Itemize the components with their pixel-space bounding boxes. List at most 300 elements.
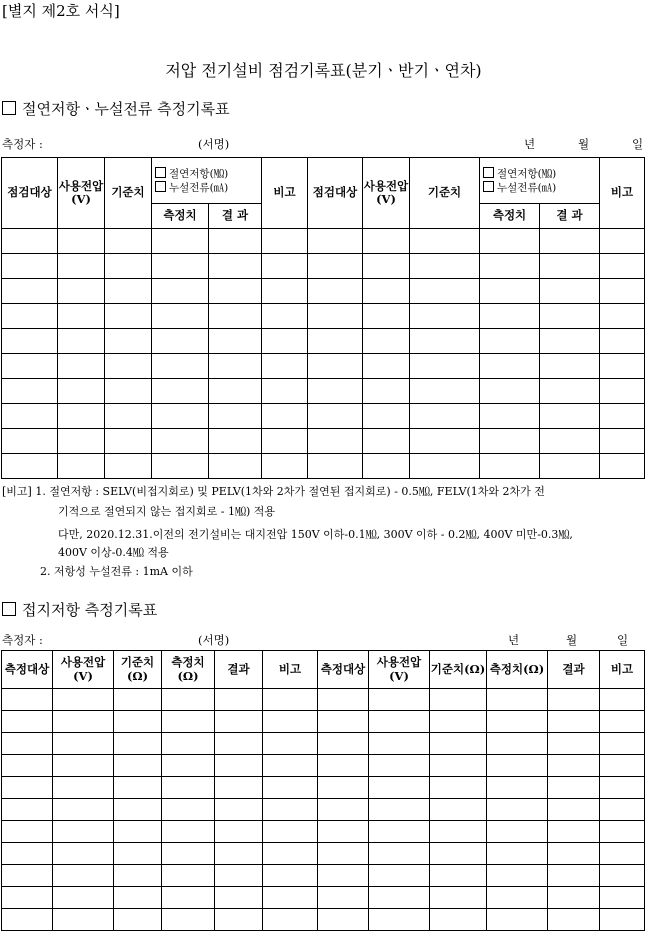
ground-entry-cell[interactable] — [600, 777, 645, 799]
insulation-entry-cell[interactable] — [410, 279, 480, 304]
ground-entry-cell[interactable] — [318, 755, 369, 777]
insulation-entry-cell[interactable] — [262, 304, 308, 329]
insulation-entry-cell[interactable] — [480, 454, 540, 479]
insulation-entry-cell[interactable] — [308, 454, 363, 479]
ground-entry-cell[interactable] — [600, 733, 645, 755]
g-header-result: 결과 — [215, 651, 263, 689]
insulation-entry-cell[interactable] — [58, 229, 105, 254]
ground-entry-cell[interactable] — [215, 711, 263, 733]
insulation-entry-cell[interactable] — [2, 379, 58, 404]
ground-entry-cell[interactable] — [162, 887, 215, 909]
ground-entry-cell[interactable] — [2, 821, 53, 843]
insulation-entry-cell[interactable] — [105, 354, 152, 379]
ground-entry-cell[interactable] — [430, 821, 487, 843]
insulation-entry-cell[interactable] — [363, 329, 410, 354]
option-insulation-right[interactable]: 절연저항(㏁) — [480, 167, 599, 180]
ground-entry-cell[interactable] — [600, 909, 645, 931]
insulation-entry-cell[interactable] — [410, 404, 480, 429]
ground-entry-cell[interactable] — [548, 733, 600, 755]
insulation-entry-cell[interactable] — [480, 429, 540, 454]
ground-entry-cell[interactable] — [548, 843, 600, 865]
insulation-entry-cell[interactable] — [2, 354, 58, 379]
ground-entry-row — [2, 865, 645, 887]
ground-entry-cell[interactable] — [600, 755, 645, 777]
insulation-entry-cell[interactable] — [262, 454, 308, 479]
insulation-entry-cell[interactable] — [2, 329, 58, 354]
insulation-entry-cell[interactable] — [480, 404, 540, 429]
ground-entry-cell[interactable] — [369, 755, 430, 777]
insulation-entry-cell[interactable] — [410, 354, 480, 379]
ground-entry-cell[interactable] — [263, 755, 318, 777]
insulation-entry-cell[interactable] — [308, 229, 363, 254]
ground-entry-cell[interactable] — [600, 887, 645, 909]
insulation-entry-cell[interactable] — [262, 404, 308, 429]
insulation-entry-cell[interactable] — [540, 454, 600, 479]
option-leakage[interactable]: 누설전류(㎃) — [152, 181, 261, 194]
header-remarks: 비고 — [262, 158, 308, 229]
ground-entry-cell[interactable] — [215, 887, 263, 909]
insulation-entry-cell[interactable] — [105, 304, 152, 329]
ground-entry-cell[interactable] — [215, 865, 263, 887]
ground-entry-cell[interactable] — [53, 843, 114, 865]
g-header-voltage: 사용전압(V) — [53, 651, 114, 689]
ground-entry-cell[interactable] — [114, 799, 162, 821]
ground-entry-cell[interactable] — [318, 777, 369, 799]
insulation-entry-row — [2, 429, 645, 454]
ground-entry-cell[interactable] — [263, 711, 318, 733]
insulation-entry-cell[interactable] — [209, 404, 262, 429]
insulation-entry-cell[interactable] — [540, 229, 600, 254]
ground-entry-cell[interactable] — [162, 821, 215, 843]
insulation-entry-cell[interactable] — [540, 379, 600, 404]
ground-entry-cell[interactable] — [318, 843, 369, 865]
insulation-entry-cell[interactable] — [600, 354, 645, 379]
checkbox-square-icon — [2, 602, 16, 616]
insulation-entry-cell[interactable] — [480, 279, 540, 304]
ground-entry-cell[interactable] — [114, 865, 162, 887]
ground-entry-row — [2, 777, 645, 799]
insulation-entry-cell[interactable] — [105, 379, 152, 404]
ground-record-table — [1, 650, 645, 931]
notes-line-3: 다만, 2020.12.31.이전의 전기설비는 대지전압 150V 이하-0.1㏁, 300V 이하 - 0.2㏁, 400V 미만-0.3㏁, — [58, 528, 573, 541]
ground-entry-cell[interactable] — [162, 711, 215, 733]
g-header-remarks-right: 비고 — [600, 651, 645, 689]
ground-entry-cell[interactable] — [487, 733, 548, 755]
ground-entry-cell[interactable] — [430, 755, 487, 777]
ground-entry-cell[interactable] — [430, 887, 487, 909]
checkbox-icon — [483, 167, 494, 178]
ground-entry-cell[interactable] — [162, 777, 215, 799]
option-leakage-right[interactable]: 누설전류(㎃) — [480, 181, 599, 194]
ground-entry-cell[interactable] — [600, 865, 645, 887]
insulation-entry-row — [2, 229, 645, 254]
insulation-entry-cell[interactable] — [410, 229, 480, 254]
insulation-entry-cell[interactable] — [58, 279, 105, 304]
header-target: 점검대상 — [2, 158, 58, 229]
ground-entry-cell[interactable] — [215, 909, 263, 931]
insulation-entry-cell[interactable] — [152, 304, 209, 329]
insulation-entry-cell[interactable] — [209, 379, 262, 404]
year-label-2: 년 — [508, 633, 520, 647]
insulation-entry-cell[interactable] — [540, 279, 600, 304]
ground-entry-cell[interactable] — [114, 711, 162, 733]
insulation-entry-cell[interactable] — [262, 429, 308, 454]
insulation-entry-cell[interactable] — [540, 254, 600, 279]
ground-entry-cell[interactable] — [2, 843, 53, 865]
signature-label: (서명) — [198, 137, 230, 151]
ground-entry-cell[interactable] — [548, 755, 600, 777]
insulation-entry-cell[interactable] — [2, 429, 58, 454]
insulation-entry-cell[interactable] — [540, 304, 600, 329]
insulation-entry-cell[interactable] — [308, 329, 363, 354]
insulation-entry-cell[interactable] — [410, 429, 480, 454]
ground-entry-cell[interactable] — [2, 887, 53, 909]
insulation-entry-cell[interactable] — [600, 254, 645, 279]
ground-entry-cell[interactable] — [487, 755, 548, 777]
ground-entry-cell[interactable] — [487, 909, 548, 931]
ground-entry-cell[interactable] — [2, 689, 53, 711]
insulation-entry-cell[interactable] — [600, 229, 645, 254]
ground-entry-cell[interactable] — [263, 799, 318, 821]
insulation-entry-cell[interactable] — [2, 254, 58, 279]
ground-entry-cell[interactable] — [215, 755, 263, 777]
ground-entry-cell[interactable] — [369, 821, 430, 843]
ground-entry-cell[interactable] — [430, 843, 487, 865]
insulation-entry-cell[interactable] — [480, 354, 540, 379]
insulation-entry-cell[interactable] — [58, 404, 105, 429]
insulation-entry-cell[interactable] — [209, 454, 262, 479]
ground-entry-cell[interactable] — [548, 689, 600, 711]
ground-entry-cell[interactable] — [263, 777, 318, 799]
ground-entry-cell[interactable] — [318, 733, 369, 755]
insulation-entry-cell[interactable] — [363, 454, 410, 479]
ground-entry-cell[interactable] — [369, 887, 430, 909]
ground-entry-cell[interactable] — [369, 777, 430, 799]
insulation-entry-cell[interactable] — [105, 329, 152, 354]
signature-label-2: (서명) — [198, 633, 230, 647]
ground-entry-cell[interactable] — [53, 887, 114, 909]
insulation-entry-cell[interactable] — [410, 254, 480, 279]
insulation-entry-cell[interactable] — [600, 404, 645, 429]
insulation-entry-cell[interactable] — [480, 254, 540, 279]
insulation-entry-cell[interactable] — [308, 304, 363, 329]
checkbox-icon — [155, 181, 166, 192]
ground-entry-cell[interactable] — [53, 821, 114, 843]
insulation-entry-cell[interactable] — [308, 279, 363, 304]
insulation-entry-cell[interactable] — [209, 279, 262, 304]
ground-entry-cell[interactable] — [487, 799, 548, 821]
ground-entry-cell[interactable] — [369, 689, 430, 711]
ground-entry-cell[interactable] — [215, 777, 263, 799]
ground-entry-cell[interactable] — [2, 865, 53, 887]
insulation-entry-cell[interactable] — [105, 454, 152, 479]
insulation-entry-cell[interactable] — [600, 304, 645, 329]
insulation-entry-cell[interactable] — [262, 254, 308, 279]
insulation-entry-cell[interactable] — [363, 404, 410, 429]
insulation-entry-row — [2, 279, 645, 304]
ground-entry-cell[interactable] — [53, 689, 114, 711]
insulation-entry-cell[interactable] — [363, 279, 410, 304]
ground-entry-cell[interactable] — [215, 821, 263, 843]
insulation-entry-row — [2, 304, 645, 329]
insulation-entry-cell[interactable] — [410, 329, 480, 354]
ground-entry-cell[interactable] — [548, 909, 600, 931]
insulation-entry-cell[interactable] — [209, 354, 262, 379]
ground-entry-cell[interactable] — [162, 865, 215, 887]
g-header-target: 측정대상 — [2, 651, 53, 689]
ground-entry-cell[interactable] — [318, 711, 369, 733]
insulation-entry-cell[interactable] — [2, 279, 58, 304]
ground-entry-cell[interactable] — [2, 711, 53, 733]
month-label-2: 월 — [566, 633, 578, 647]
ground-entry-cell[interactable] — [162, 689, 215, 711]
insulation-record-table — [1, 157, 645, 479]
g-header-target-right: 측정대상 — [318, 651, 369, 689]
option-insulation[interactable]: 절연저항(㏁) — [152, 167, 261, 180]
form-label: [별지 제2호 서식] — [2, 2, 120, 20]
ground-entry-cell[interactable] — [114, 909, 162, 931]
ground-entry-cell[interactable] — [600, 799, 645, 821]
insulation-entry-cell[interactable] — [152, 454, 209, 479]
ground-section-heading: 접지저항 측정기록표 — [2, 599, 157, 620]
ground-entry-cell[interactable] — [430, 865, 487, 887]
header-remarks-right: 비고 — [600, 158, 645, 229]
insulation-entry-cell[interactable] — [480, 229, 540, 254]
ground-entry-row — [2, 843, 645, 865]
insulation-entry-cell[interactable] — [480, 304, 540, 329]
insulation-entry-cell[interactable] — [105, 279, 152, 304]
ground-entry-cell[interactable] — [263, 909, 318, 931]
insulation-entry-cell[interactable] — [540, 354, 600, 379]
insulation-entry-cell[interactable] — [262, 229, 308, 254]
ground-entry-cell[interactable] — [487, 711, 548, 733]
insulation-entry-cell[interactable] — [58, 379, 105, 404]
ground-entry-cell[interactable] — [215, 843, 263, 865]
insulation-entry-row — [2, 329, 645, 354]
insulation-entry-cell[interactable] — [105, 404, 152, 429]
ground-entry-cell[interactable] — [487, 887, 548, 909]
ground-entry-cell[interactable] — [53, 865, 114, 887]
insulation-entry-cell[interactable] — [209, 254, 262, 279]
ground-entry-cell[interactable] — [162, 799, 215, 821]
ground-entry-cell[interactable] — [318, 909, 369, 931]
g-header-measured-right: 측정치(Ω) — [487, 651, 548, 689]
ground-entry-cell[interactable] — [53, 909, 114, 931]
insulation-entry-cell[interactable] — [58, 354, 105, 379]
ground-entry-cell[interactable] — [487, 865, 548, 887]
ground-entry-cell[interactable] — [263, 843, 318, 865]
insulation-entry-cell[interactable] — [600, 279, 645, 304]
insulation-entry-cell[interactable] — [308, 354, 363, 379]
ground-entry-cell[interactable] — [487, 777, 548, 799]
ground-entry-cell[interactable] — [369, 733, 430, 755]
ground-entry-cell[interactable] — [487, 821, 548, 843]
day-label-2: 일 — [617, 633, 629, 647]
ground-entry-cell[interactable] — [162, 733, 215, 755]
insulation-entry-cell[interactable] — [2, 454, 58, 479]
notes-line-2: 기적으로 절연되지 않는 접지회로 - 1㏁) 적용 — [58, 505, 276, 518]
ground-entry-cell[interactable] — [2, 909, 53, 931]
ground-entry-cell[interactable] — [2, 799, 53, 821]
insulation-entry-cell[interactable] — [363, 379, 410, 404]
insulation-entry-cell[interactable] — [600, 454, 645, 479]
insulation-entry-cell[interactable] — [262, 354, 308, 379]
ground-entry-cell[interactable] — [430, 909, 487, 931]
insulation-entry-cell[interactable] — [209, 229, 262, 254]
ground-entry-cell[interactable] — [600, 843, 645, 865]
header-voltage-right: 사용전압(V) — [363, 158, 410, 229]
ground-entry-cell[interactable] — [548, 711, 600, 733]
ground-entry-cell[interactable] — [162, 755, 215, 777]
ground-entry-cell[interactable] — [369, 799, 430, 821]
insulation-entry-cell[interactable] — [152, 354, 209, 379]
ground-entry-cell[interactable] — [318, 821, 369, 843]
insulation-entry-cell[interactable] — [105, 229, 152, 254]
insulation-entry-cell[interactable] — [58, 304, 105, 329]
g-header-result-right: 결과 — [548, 651, 600, 689]
ground-entry-cell[interactable] — [162, 843, 215, 865]
insulation-entry-cell[interactable] — [209, 329, 262, 354]
ground-entry-cell[interactable] — [369, 843, 430, 865]
ground-entry-cell[interactable] — [430, 799, 487, 821]
ground-entry-cell[interactable] — [215, 799, 263, 821]
header-standard: 기준치 — [105, 158, 152, 229]
ground-entry-cell[interactable] — [487, 689, 548, 711]
ground-entry-cell[interactable] — [548, 887, 600, 909]
insulation-entry-cell[interactable] — [262, 329, 308, 354]
ground-entry-cell[interactable] — [114, 755, 162, 777]
ground-entry-cell[interactable] — [114, 733, 162, 755]
insulation-entry-cell[interactable] — [105, 254, 152, 279]
insulation-entry-cell[interactable] — [152, 279, 209, 304]
ground-entry-cell[interactable] — [548, 865, 600, 887]
insulation-entry-cell[interactable] — [262, 379, 308, 404]
ground-entry-cell[interactable] — [548, 777, 600, 799]
insulation-entry-cell[interactable] — [152, 229, 209, 254]
ground-entry-cell[interactable] — [369, 865, 430, 887]
insulation-entry-cell[interactable] — [58, 429, 105, 454]
insulation-entry-cell[interactable] — [540, 429, 600, 454]
ground-entry-cell[interactable] — [369, 909, 430, 931]
insulation-entry-cell[interactable] — [152, 254, 209, 279]
ground-entry-cell[interactable] — [430, 733, 487, 755]
ground-entry-cell[interactable] — [263, 865, 318, 887]
page-title: 저압 전기설비 점검기록표(분기ㆍ반기ㆍ연차) — [165, 61, 482, 80]
ground-entry-cell[interactable] — [600, 711, 645, 733]
insulation-entry-cell[interactable] — [152, 329, 209, 354]
ground-entry-row — [2, 909, 645, 931]
insulation-entry-cell[interactable] — [600, 379, 645, 404]
ground-entry-cell[interactable] — [600, 821, 645, 843]
ground-entry-cell[interactable] — [2, 733, 53, 755]
insulation-entry-cell[interactable] — [363, 304, 410, 329]
insulation-entry-cell[interactable] — [480, 329, 540, 354]
ground-entry-cell[interactable] — [600, 689, 645, 711]
insulation-entry-cell[interactable] — [105, 429, 152, 454]
ground-entry-cell[interactable] — [2, 755, 53, 777]
header-result-right: 결 과 — [540, 204, 600, 229]
ground-entry-cell[interactable] — [318, 799, 369, 821]
insulation-entry-cell[interactable] — [410, 454, 480, 479]
ground-entry-cell[interactable] — [114, 689, 162, 711]
ground-entry-cell[interactable] — [430, 777, 487, 799]
ground-entry-cell[interactable] — [53, 777, 114, 799]
header-target-right: 점검대상 — [308, 158, 363, 229]
ground-entry-cell[interactable] — [318, 865, 369, 887]
insulation-entry-cell[interactable] — [2, 404, 58, 429]
notes-line-4: 400V 이상-0.4㏁ 적용 — [58, 546, 169, 559]
ground-entry-cell[interactable] — [53, 755, 114, 777]
insulation-entry-cell[interactable] — [363, 354, 410, 379]
ground-entry-cell[interactable] — [318, 887, 369, 909]
insulation-entry-cell[interactable] — [308, 429, 363, 454]
ground-entry-cell[interactable] — [53, 799, 114, 821]
insulation-entry-cell[interactable] — [58, 254, 105, 279]
insulation-entry-cell[interactable] — [152, 379, 209, 404]
insulation-entry-cell[interactable] — [480, 379, 540, 404]
insulation-entry-row — [2, 404, 645, 429]
insulation-entry-cell[interactable] — [209, 304, 262, 329]
ground-entry-cell[interactable] — [162, 909, 215, 931]
insulation-entry-cell[interactable] — [363, 229, 410, 254]
insulation-entry-cell[interactable] — [410, 379, 480, 404]
insulation-entry-cell[interactable] — [152, 429, 209, 454]
ground-entry-cell[interactable] — [263, 821, 318, 843]
ground-entry-cell[interactable] — [548, 799, 600, 821]
ground-entry-cell[interactable] — [215, 733, 263, 755]
insulation-entry-cell[interactable] — [540, 329, 600, 354]
ground-entry-cell[interactable] — [114, 777, 162, 799]
insulation-entry-cell[interactable] — [540, 404, 600, 429]
insulation-entry-cell[interactable] — [600, 429, 645, 454]
notes-line-5: 2. 저항성 누설전류 : 1mA 이하 — [40, 565, 193, 578]
insulation-entry-cell[interactable] — [308, 379, 363, 404]
ground-entry-cell[interactable] — [369, 711, 430, 733]
ground-entry-cell[interactable] — [114, 887, 162, 909]
insulation-entry-cell[interactable] — [600, 329, 645, 354]
ground-entry-row — [2, 887, 645, 909]
insulation-entry-cell[interactable] — [262, 279, 308, 304]
ground-entry-row — [2, 733, 645, 755]
insulation-entry-cell[interactable] — [2, 304, 58, 329]
ground-entry-cell[interactable] — [318, 689, 369, 711]
insulation-entry-cell[interactable] — [58, 329, 105, 354]
ground-entry-cell[interactable] — [263, 733, 318, 755]
ground-entry-cell[interactable] — [263, 887, 318, 909]
insulation-entry-cell[interactable] — [308, 404, 363, 429]
ground-entry-cell[interactable] — [548, 821, 600, 843]
insulation-section-heading: 절연저항ㆍ누설전류 측정기록표 — [2, 98, 230, 119]
insulation-entry-cell[interactable] — [209, 429, 262, 454]
insulation-entry-cell[interactable] — [410, 304, 480, 329]
ground-entry-cell[interactable] — [430, 711, 487, 733]
ground-entry-cell[interactable] — [215, 689, 263, 711]
ground-entry-cell[interactable] — [114, 821, 162, 843]
insulation-entry-cell[interactable] — [58, 454, 105, 479]
ground-entry-cell[interactable] — [53, 733, 114, 755]
insulation-entry-cell[interactable] — [308, 254, 363, 279]
ground-entry-cell[interactable] — [53, 711, 114, 733]
ground-entry-cell[interactable] — [430, 689, 487, 711]
insulation-entry-cell[interactable] — [363, 254, 410, 279]
ground-entry-cell[interactable] — [2, 777, 53, 799]
insulation-entry-cell[interactable] — [152, 404, 209, 429]
ground-entry-cell[interactable] — [114, 843, 162, 865]
insulation-entry-cell[interactable] — [2, 229, 58, 254]
ground-entry-cell[interactable] — [263, 689, 318, 711]
ground-entry-cell[interactable] — [487, 843, 548, 865]
insulation-entry-cell[interactable] — [363, 429, 410, 454]
